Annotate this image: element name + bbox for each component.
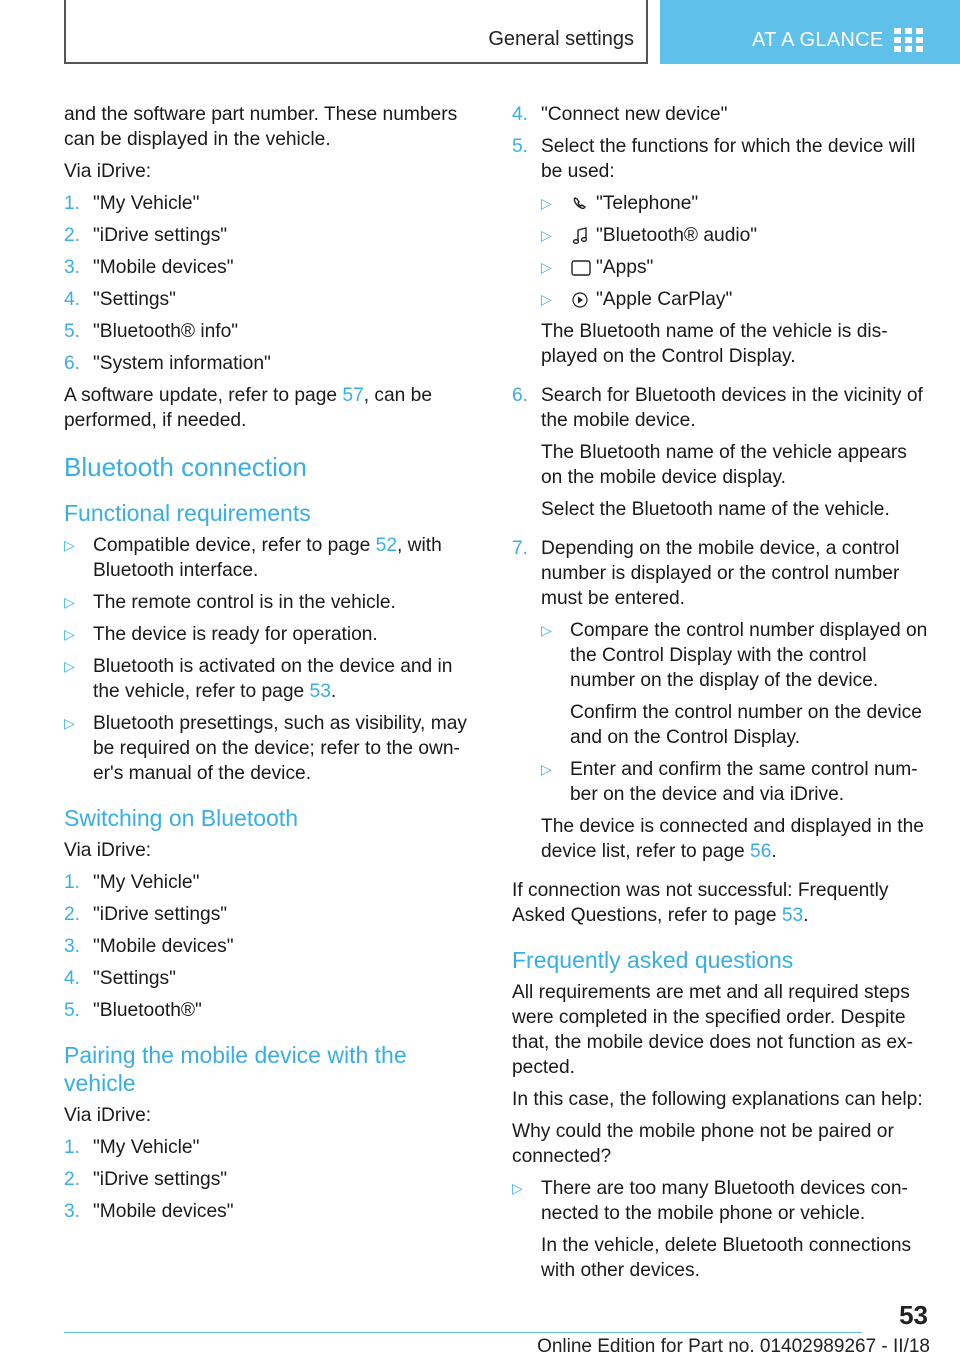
page-link[interactable]: 57 [342, 385, 364, 406]
bullet-triangle-icon: ▷ [64, 658, 75, 674]
step-item: 6. Search for Bluetooth devices in the vicinity of the mobile device. The Bluetooth name of the vehicle appears on the mobile device display. Select the Bluetooth name of the vehicle. [512, 385, 923, 520]
step-item [64, 966, 476, 991]
step-text: "Bluetooth® info" [93, 321, 239, 342]
step-item [64, 998, 476, 1023]
page-link[interactable]: 52 [375, 535, 397, 556]
list-item: ▷ The device is ready for operation. [64, 624, 378, 645]
step-text: "Settings" [93, 968, 176, 989]
heading-faq: Frequently asked questions [512, 947, 794, 973]
fail-text: If connection was not successful: Frequently Asked Questions, refer to page 53. [512, 880, 889, 926]
step-item [64, 191, 476, 216]
step-text: "Mobile devices" [93, 936, 234, 957]
list-item: ▷ "Apple CarPlay" [541, 289, 733, 310]
apps-icon [570, 259, 592, 277]
bullet-triangle-icon: ▷ [541, 227, 552, 243]
bullet-triangle-icon: ▷ [541, 291, 552, 307]
step-item [64, 319, 476, 344]
bullet-triangle-icon: ▷ [541, 622, 552, 638]
faq-paragraph: In this case, the following explanations can help: [512, 1089, 923, 1110]
step-text: "Mobile devices" [93, 1201, 234, 1222]
bullet-triangle-icon: ▷ [64, 626, 75, 642]
step-item [64, 870, 476, 895]
page-link[interactable]: 53 [781, 905, 804, 926]
step-item: 4. "Connect new device" [512, 104, 728, 125]
telephone-icon [570, 195, 592, 213]
step-number: 5. [64, 321, 81, 342]
step-item [64, 223, 476, 248]
via-idrive-label: Via iDrive: [64, 161, 152, 182]
footer-edition: Online Edition for Part no. 01402989267 - II/18 [537, 1336, 930, 1357]
step-item [64, 1199, 476, 1224]
list-item: ▷ Bluetooth is activated on the device and in the vehicle, refer to page 53. [64, 656, 453, 702]
page-link[interactable]: 53 [309, 681, 331, 702]
step-text: "iDrive settings" [93, 225, 228, 246]
step-text: "My Vehicle" [93, 872, 200, 893]
step-item [64, 902, 476, 927]
bullet-triangle-icon: ▷ [541, 195, 552, 211]
step-item [64, 351, 476, 376]
bullet-triangle-icon: ▷ [64, 715, 75, 731]
music-note-icon [570, 227, 592, 245]
step-number: 3. [64, 1201, 81, 1222]
list-item: ▷ "Apps" [541, 257, 654, 278]
step-number: 3. [64, 936, 81, 957]
step-text: "iDrive settings" [93, 904, 228, 925]
step-number: 6. [64, 353, 81, 374]
via-idrive-label: Via iDrive: [64, 1105, 152, 1126]
step-list [64, 870, 476, 1023]
page-link[interactable]: 56 [750, 841, 772, 862]
bullet-triangle-icon: ▷ [64, 537, 75, 553]
step-text: "Mobile devices" [93, 257, 234, 278]
list-item: ▷ "Bluetooth® audio" [541, 225, 758, 246]
list-item: ▷ The remote control is in the vehicle. [64, 592, 396, 613]
faq-paragraph: Why could the mobile phone not be paired or connected? [512, 1121, 894, 1167]
step-text: "System information" [93, 353, 271, 374]
update-text: A software update, refer to page 57, can be performed, if needed. [64, 385, 433, 431]
step-text: "My Vehicle" [93, 193, 200, 214]
step-item: 7. Depending on the mobile device, a control number is displayed or the control number must be entered. ▷ Compare the control number displayed on the Control Display with the control number on the display of the device. Confirm the control number on the device and on the Control Display. ▷ Enter and confirm the same control num-ber on the device and via iDrive. The device is connected and displayed in the device list, refer to page 56. [512, 536, 932, 871]
heading-pairing: Pairing the mobile device with the vehicle [64, 1042, 407, 1096]
section-title: General settings [488, 28, 634, 50]
step-number: 1. [64, 872, 81, 893]
step-list [64, 1135, 476, 1224]
list-item: ▷ Compare the control number displayed on the Control Display with the control number on the display of the device. Confirm the control number on the device and on the Control Display. [541, 620, 928, 748]
bullet-triangle-icon: ▷ [541, 761, 552, 777]
chapter-label: AT A GLANCE [752, 29, 884, 51]
list-item: ▷ Bluetooth presettings, such as visibility, may be required on the device; refer to the own-er's manual of the device. [64, 713, 467, 784]
step-number: 1. [64, 193, 81, 214]
carplay-play-icon [570, 291, 592, 309]
grid-icon [894, 28, 924, 52]
list-item: ▷ There are too many Bluetooth devices con-nected to the mobile phone or vehicle. In the vehicle, delete Bluetooth connections with other devices. [512, 1176, 932, 1290]
step-text: "Settings" [93, 289, 176, 310]
step-item [64, 287, 476, 312]
step-item [64, 255, 476, 280]
heading-functional-requirements: Functional requirements [64, 500, 311, 526]
list-item: ▷ Enter and confirm the same control num-ber on the device and via iDrive. [541, 759, 918, 805]
bullet-triangle-icon: ▷ [64, 594, 75, 610]
step-item [64, 1135, 476, 1160]
via-idrive-label: Via iDrive: [64, 840, 152, 861]
step-number: 3. [64, 257, 81, 278]
step-text: "Bluetooth®" [93, 1000, 202, 1021]
faq-paragraph: All requirements are met and all required steps were completed in the specified order. Despite that, the mobile device does not function as ex-pected. [512, 982, 914, 1078]
intro-text: and the software part number. These numbers can be displayed in the vehicle. [64, 104, 458, 150]
page-number: 53 [899, 1300, 928, 1330]
step-text: "My Vehicle" [93, 1137, 200, 1158]
list-item: ▷ Compatible device, refer to page 52, with Bluetooth interface. [64, 535, 442, 581]
step-text: "iDrive settings" [93, 1169, 228, 1190]
step-number: 2. [64, 225, 81, 246]
step-item [64, 1167, 476, 1192]
bullet-triangle-icon: ▷ [541, 259, 552, 275]
left-column [64, 102, 476, 1231]
step-list [64, 191, 476, 376]
right-column [512, 102, 932, 1297]
step-number: 2. [64, 1169, 81, 1190]
list-item: ▷ "Telephone" [541, 193, 699, 214]
chapter-tab[interactable] [660, 0, 960, 64]
heading-switching-on-bluetooth: Switching on Bluetooth [64, 805, 298, 831]
footer-divider [64, 1332, 862, 1333]
step-number: 2. [64, 904, 81, 925]
header-section-box [64, 0, 648, 64]
step-number: 1. [64, 1137, 81, 1158]
heading-bluetooth-connection: Bluetooth connection [64, 452, 307, 482]
step-number: 4. [64, 289, 81, 310]
step-item: 5. Select the functions for which the device will be used: ▷ "Telephone" ▷ "Bluetooth® audio" ▷ "Apps" ▷ "Apple CarPlay" The Bluetooth name of the vehicle is dis-played on the Control Display. [512, 134, 932, 376]
step-number: 5. [64, 1000, 81, 1021]
bullet-triangle-icon: ▷ [512, 1180, 523, 1196]
step-item [64, 934, 476, 959]
step-number: 4. [64, 968, 81, 989]
